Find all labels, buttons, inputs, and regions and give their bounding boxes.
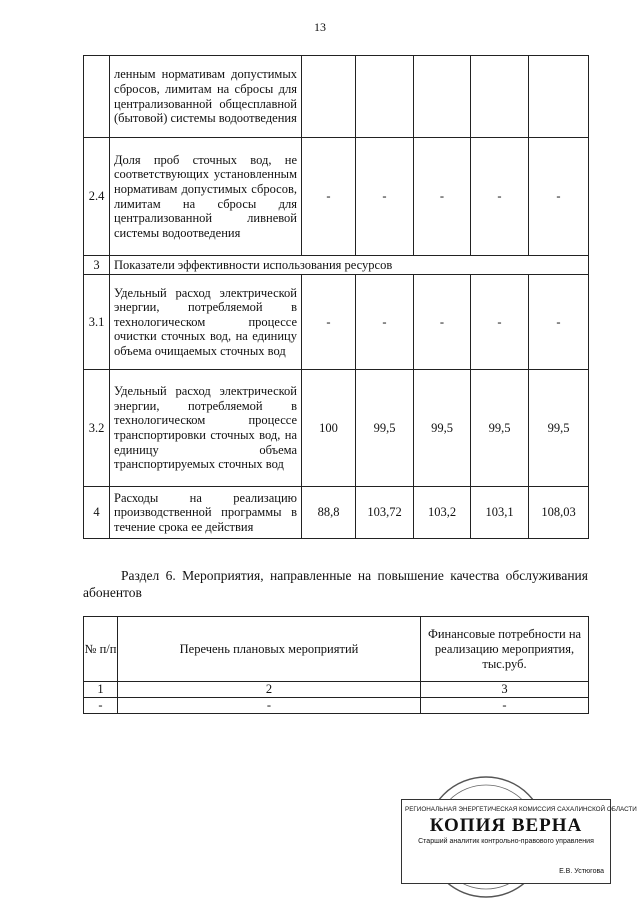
header-number: № п/п [84,617,118,682]
table-row [84,698,589,714]
row-number: 3.2 [84,370,110,487]
table-cell: - [421,698,589,714]
measures-table [83,616,589,714]
indicator-value: 88,8 [302,487,356,539]
indicator-value: 108,03 [529,487,589,539]
row-number: 3 [84,256,110,275]
indicator-value: 103,2 [414,487,471,539]
page-number: 13 [314,20,326,34]
table-cell: - [84,698,118,714]
indicator-description: Доля проб сточных вод, не соответствующих установленным нормативам допустимых сбросов, лимитам на сбросы для централизованной ливневой системы водоотведения [110,138,302,256]
indicator-description: Расходы на реализацию производственной программы в течение срока ее действия [110,487,302,539]
table-row [84,138,589,256]
indicator-value: - [529,138,589,256]
column-number-row [84,682,589,698]
indicator-value [356,56,414,138]
table-row [84,256,589,275]
row-number: 2.4 [84,138,110,256]
indicator-value: - [471,275,529,370]
section-heading: Раздел 6. Мероприятия, направленные на повышение качества обслуживания абонентов [83,568,588,600]
row-number: 4 [84,487,110,539]
indicator-value: 99,5 [471,370,529,487]
indicator-value: - [471,138,529,256]
indicator-description: ленным нормативам допустимых сбросов, лимитам на сбросы для централизованной общесплавной (бытовой) системы водоотведения [110,56,302,138]
section-row-title: Показатели эффективности использования ресурсов [110,256,589,275]
indicator-value: 103,72 [356,487,414,539]
indicator-description: Удельный расход электрической энергии, потребляемой в технологическом процессе очистки сточных вод, на единицу объема очищаемых сточных вод [110,275,302,370]
stamp-position: Старший аналитик контрольно-правового управления [418,838,594,845]
column-number: 3 [421,682,589,698]
header-measures-list: Перечень плановых мероприятий [118,617,421,682]
indicator-value: - [414,138,471,256]
table-row [84,370,589,487]
row-number [84,56,110,138]
indicator-value [471,56,529,138]
header-financial-needs: Финансовые потребности на реализацию мероприятия, тыс.руб. [421,617,589,682]
table-row [84,56,589,138]
stamp-title: КОПИЯ ВЕРНА [429,815,583,836]
indicator-value: 103,1 [471,487,529,539]
indicator-value: 99,5 [356,370,414,487]
indicator-value: - [356,138,414,256]
indicator-value: - [356,275,414,370]
indicator-value: - [302,138,356,256]
indicator-value: 99,5 [529,370,589,487]
column-number: 2 [118,682,421,698]
indicator-value: - [414,275,471,370]
indicator-description: Удельный расход электрической энергии, потребляемой в технологическом процессе транспортировки сточных вод, на единицу объема транспортируемых сточных вод [110,370,302,487]
indicator-value: - [302,275,356,370]
indicator-value [414,56,471,138]
indicator-value: - [529,275,589,370]
table-row [84,487,589,539]
indicator-value [529,56,589,138]
column-number: 1 [84,682,118,698]
table-row [84,275,589,370]
table-cell: - [118,698,421,714]
indicator-value [302,56,356,138]
row-number: 3.1 [84,275,110,370]
table-header-row [84,617,589,682]
certification-stamp [401,799,637,884]
stamp-organization: РЕГИОНАЛЬНАЯ ЭНЕРГЕТИЧЕСКАЯ КОМИССИЯ САХАЛИНСКОЙ ОБЛАСТИ [405,806,637,813]
indicator-value: 99,5 [414,370,471,487]
indicators-table [83,55,589,539]
stamp-signatory-name: Е.В. Устюгова [559,868,604,875]
indicator-value: 100 [302,370,356,487]
